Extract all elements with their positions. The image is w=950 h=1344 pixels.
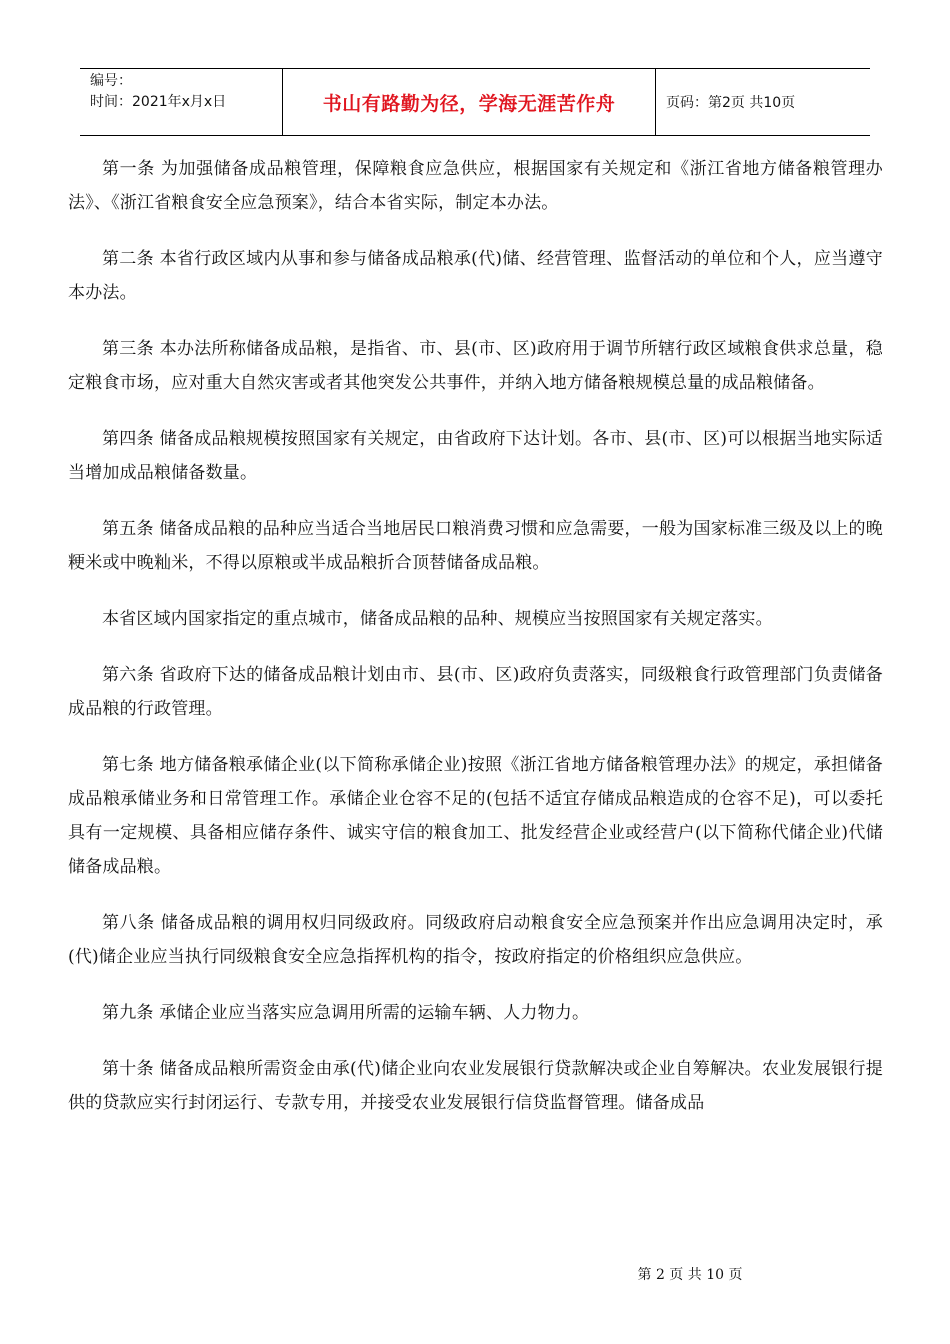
header-page-number: 页码：第2页 共10页 [666,95,796,111]
document-date-label: 时间：2021年x月x日 [90,94,227,110]
article-2: 第二条 本省行政区域内从事和参与储备成品粮承(代)储、经营管理、监督活动的单位和个人，应当遵守本办法。 [68,249,883,303]
header-meta [80,69,282,135]
page-footer: 第 2 页 共 10 页 [637,1267,743,1283]
article-6: 第六条 省政府下达的储备成品粮计划由市、县(市、区)政府负责落实，同级粮食行政管理部门负责储备成品粮的行政管理。 [68,665,883,719]
document-body [68,152,883,1142]
article-7: 第七条 地方储备粮承储企业(以下简称承储企业)按照《浙江省地方储备粮管理办法》的规定，承担储备成品粮承储业务和日常管理工作。承储企业仓容不足的(包括不适宜存储成品粮造成的仓容不足)，可以委托具有一定规模、具备相应储存条件、诚实守信的粮食加工、批发经营企业或经营户(以下简称代储企业)代储储备成品粮。 [68,755,883,877]
article-3: 第三条 本办法所称储备成品粮，是指省、市、县(市、区)政府用于调节所辖行政区域粮食供求总量，稳定粮食市场，应对重大自然灾害或者其他突发公共事件，并纳入地方储备粮规模总量的成品粮储备。 [68,339,883,393]
article-9: 第九条 承储企业应当落实应急调用所需的运输车辆、人力物力。 [102,1003,590,1023]
header-motto: 书山有路勤为径，学海无涯苦作舟 [282,69,656,135]
article-1: 第一条 为加强储备成品粮管理，保障粮食应急供应，根据国家有关规定和《浙江省地方储备粮管理办法》、《浙江省粮食安全应急预案》，结合本省实际，制定本办法。 [68,159,883,213]
article-5: 第五条 储备成品粮的品种应当适合当地居民口粮消费习惯和应急需要，一般为国家标准三级及以上的晚粳米或中晚籼米，不得以原粮或半成品粮折合顶替储备成品粮。 [68,519,883,573]
document-number-label: 编号： [90,73,132,89]
article-10: 第十条 储备成品粮所需资金由承(代)储企业向农业发展银行贷款解决或企业自筹解决。农业发展银行提供的贷款应实行封闭运行、专款专用，并接受农业发展银行信贷监督管理。储备成品 [68,1059,883,1113]
article-5-supplement: 本省区域内国家指定的重点城市，储备成品粮的品种、规模应当按照国家有关规定落实。 [102,609,773,629]
article-8: 第八条 储备成品粮的调用权归同级政府。同级政府启动粮食安全应急预案并作出应急调用决定时，承(代)储企业应当执行同级粮食安全应急指挥机构的指令，按政府指定的价格组织应急供应。 [68,913,883,967]
article-4: 第四条 储备成品粮规模按照国家有关规定，由省政府下达计划。各市、县(市、区)可以根据当地实际适当增加成品粮储备数量。 [68,429,883,483]
document-header [80,68,870,136]
